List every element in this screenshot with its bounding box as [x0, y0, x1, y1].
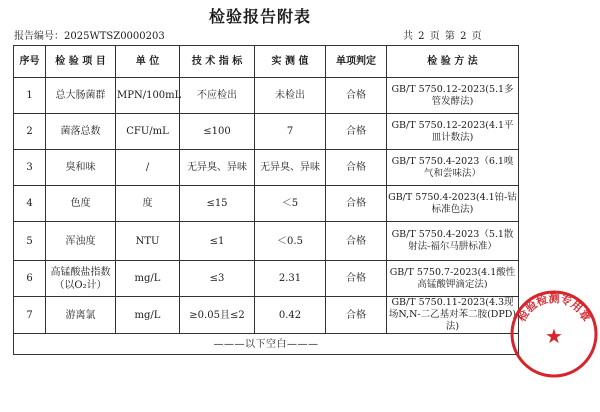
cell-value: 2.31 [255, 261, 326, 297]
blank-below-note: ———以下空白——— [14, 334, 519, 355]
cell-value: 7 [255, 114, 326, 150]
svg-text:★: ★ [545, 324, 563, 348]
cell-unit: MPN/100mL [116, 78, 180, 114]
cell-judge: 合格 [326, 261, 387, 297]
results-table [13, 45, 519, 355]
table-footer-row [14, 334, 519, 355]
cell-no: 4 [14, 186, 46, 222]
cell-spec: ≤3 [180, 261, 255, 297]
report-number: 报告编号：2025WTSZ0000203 [14, 31, 165, 42]
cell-judge: 合格 [326, 78, 387, 114]
cell-item: 色度 [46, 186, 116, 222]
cell-unit: mg/L [116, 297, 180, 334]
cell-judge: 合格 [326, 114, 387, 150]
header-no: 序号 [14, 46, 46, 78]
cell-unit: / [116, 150, 180, 186]
cell-unit: NTU [116, 222, 180, 261]
cell-value: ＜0.5 [255, 222, 326, 261]
cell-item: 高锰酸盐指数（以O₂计） [46, 261, 116, 297]
cell-value: ＜5 [255, 186, 326, 222]
cell-method: GB/T 5750.4-2023（5.1散射法-福尔马肼标准） [387, 222, 519, 261]
cell-item: 菌落总数 [46, 114, 116, 150]
table-row [14, 114, 519, 150]
cell-unit: 度 [116, 186, 180, 222]
seal-text: 检验检测专用章 [515, 292, 593, 324]
cell-judge: 合格 [326, 186, 387, 222]
header-unit: 单 位 [116, 46, 180, 78]
cell-method: GB/T 5750.12-2023(4.1平皿计数法) [387, 114, 519, 150]
cell-unit: CFU/mL [116, 114, 180, 150]
header-method: 检 验 方 法 [387, 46, 519, 78]
header-item: 检 验 项 目 [46, 46, 116, 78]
table-row [14, 186, 519, 222]
header-judge: 单项判定 [326, 46, 387, 78]
cell-item: 总大肠菌群 [46, 78, 116, 114]
cell-no: 1 [14, 78, 46, 114]
table-row [14, 261, 519, 297]
cell-no: 7 [14, 297, 46, 334]
report-title: 检验报告附表 [208, 7, 311, 26]
cell-no: 6 [14, 261, 46, 297]
page-info: 共 2 页 第 2 页 [403, 31, 482, 42]
cell-judge: 合格 [326, 222, 387, 261]
svg-text:检验检测专用章 [514, 291, 594, 324]
table-row [14, 297, 519, 334]
cell-value: 无异臭、异味 [255, 150, 326, 186]
cell-spec: 不应检出 [180, 78, 255, 114]
cell-no: 2 [14, 114, 46, 150]
cell-no: 3 [14, 150, 46, 186]
table-header-row [14, 46, 519, 78]
cell-spec: ≤100 [180, 114, 255, 150]
cell-method: GB/T 5750.7-2023(4.1酸性高锰酸钾滴定法) [387, 261, 519, 297]
cell-method: GB/T 5750.4-2023(4.1铂-钴标准色法) [387, 186, 519, 222]
cell-spec: ≥0.05且≤2 [180, 297, 255, 334]
cell-item: 游离氯 [46, 297, 116, 334]
cell-item: 臭和味 [46, 150, 116, 186]
cell-item: 浑浊度 [46, 222, 116, 261]
cell-spec: 无异臭、异味 [180, 150, 255, 186]
table-row [14, 150, 519, 186]
inspection-seal-stamp [508, 288, 600, 380]
cell-spec: ≤1 [180, 222, 255, 261]
cell-method: GB/T 5750.11-2023(4.3现场N,N-二乙基对苯二胺(DPD)法) [387, 297, 519, 334]
cell-value: 0.42 [255, 297, 326, 334]
cell-value: 未检出 [255, 78, 326, 114]
cell-unit: mg/L [116, 261, 180, 297]
cell-no: 5 [14, 222, 46, 261]
header-spec: 技 术 指 标 [180, 46, 255, 78]
cell-method: GB/T 5750.4-2023（6.1嗅气和尝味法） [387, 150, 519, 186]
table-row [14, 222, 519, 261]
table-row [14, 78, 519, 114]
cell-judge: 合格 [326, 297, 387, 334]
cell-spec: ≤15 [180, 186, 255, 222]
cell-method: GB/T 5750.12-2023(5.1多管发酵法) [387, 78, 519, 114]
header-value: 实 测 值 [255, 46, 326, 78]
cell-judge: 合格 [326, 150, 387, 186]
